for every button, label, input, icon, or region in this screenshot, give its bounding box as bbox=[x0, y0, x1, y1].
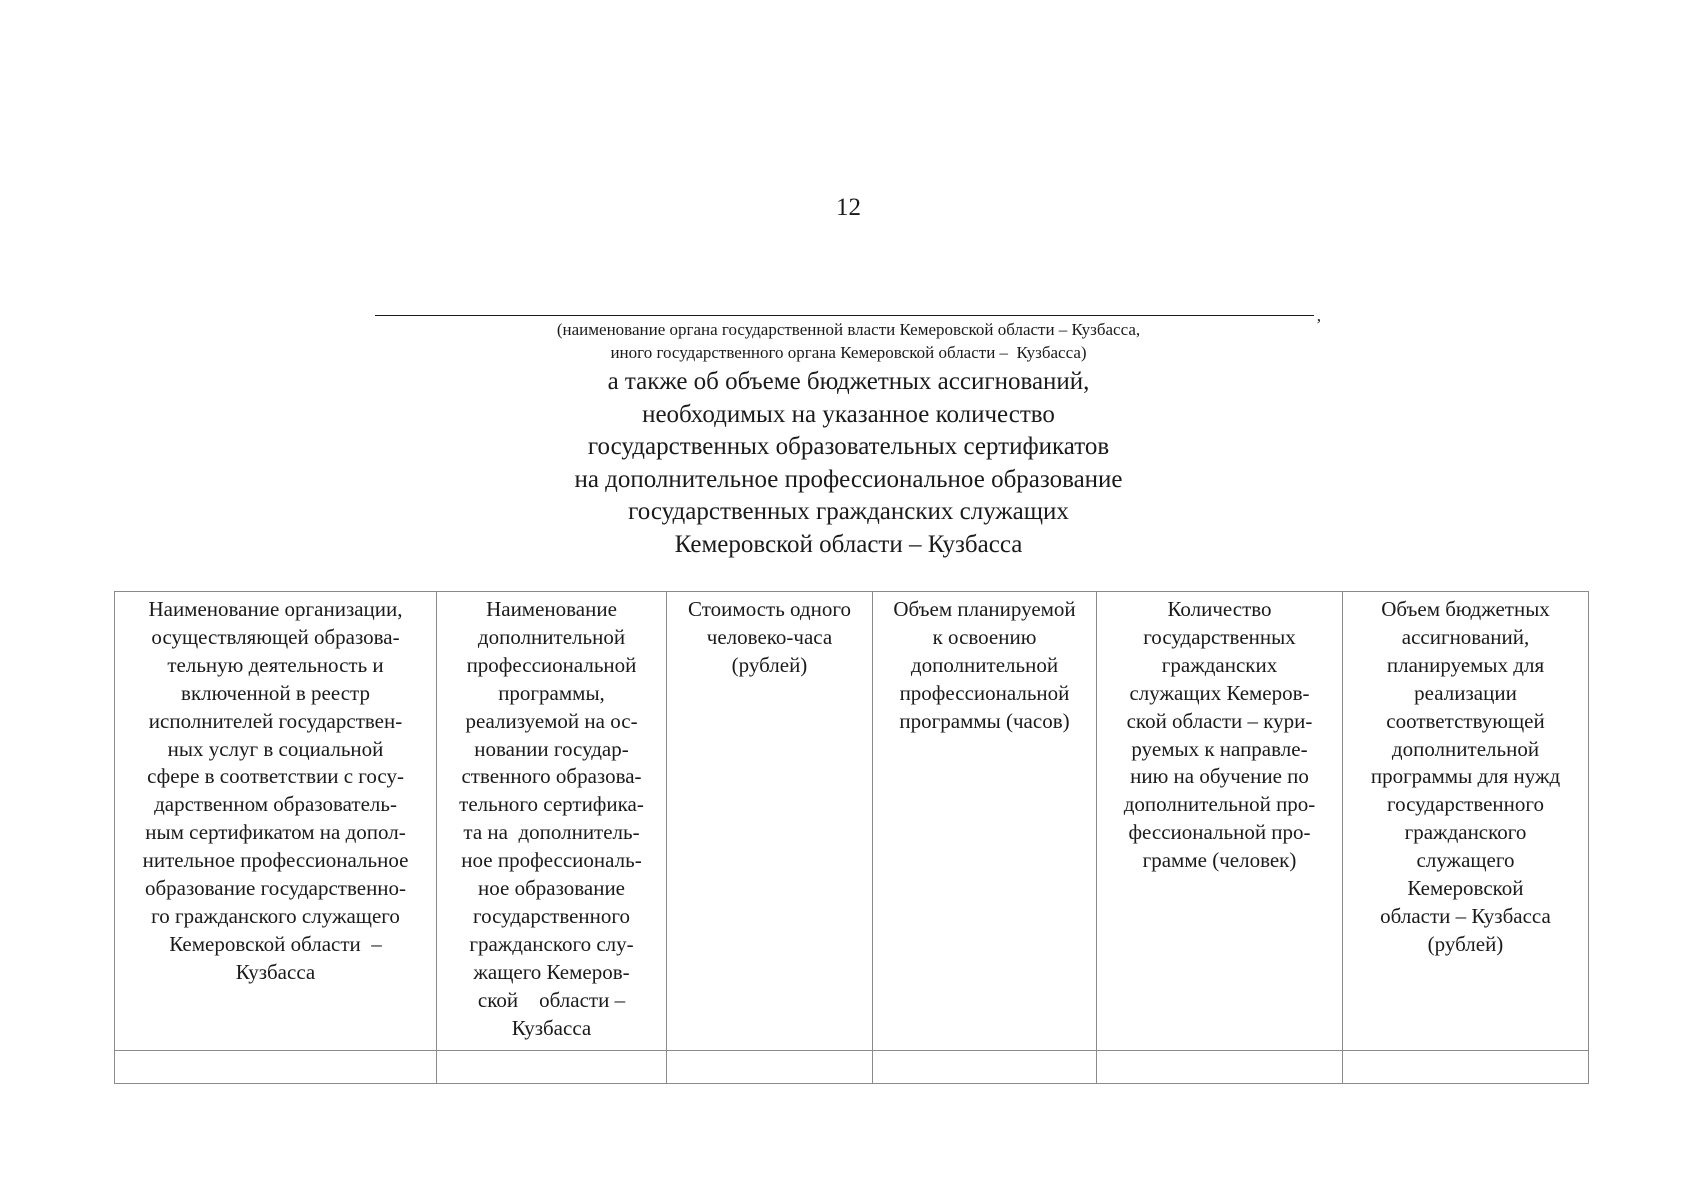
header-line: ассигнований, bbox=[1401, 624, 1530, 649]
header-cell-organization bbox=[115, 592, 437, 1051]
header-line: тельного сертифика- bbox=[459, 792, 644, 817]
header-line: дарственном образователь- bbox=[154, 792, 397, 817]
title-line: Кемеровской области – Кузбасса bbox=[674, 530, 1023, 558]
header-line: ных услуг в социальной bbox=[167, 736, 384, 761]
header-line: дополнительной bbox=[910, 652, 1059, 677]
caption-line: (наименование органа государственной власти Кемеровской области – Кузбасса, bbox=[556, 320, 1141, 339]
header-line: профессиональной bbox=[466, 652, 637, 677]
header-line: (рублей) bbox=[731, 652, 808, 677]
budget-table bbox=[114, 591, 1589, 1084]
title-line: государственных образовательных сертификатов bbox=[587, 433, 1110, 460]
header-line: ской области – кури- bbox=[1126, 708, 1313, 733]
table-cell bbox=[115, 1051, 437, 1084]
header-line: ным сертификатом на допол- bbox=[145, 820, 406, 845]
organization-name-line bbox=[375, 302, 1321, 325]
header-line: тельную деятельность и bbox=[167, 652, 384, 677]
header-cell-employee-count bbox=[1097, 592, 1343, 1051]
header-line: государственного bbox=[1386, 792, 1545, 817]
header-line: Стоимость одного bbox=[688, 597, 851, 621]
header-line: ской области – bbox=[477, 987, 626, 1012]
header-line: нию на обучение по bbox=[1130, 764, 1309, 789]
header-line: соответствующей bbox=[1386, 708, 1545, 733]
header-line: области – Кузбасса bbox=[1380, 903, 1551, 928]
header-line: человеко-часа bbox=[706, 624, 833, 649]
header-line: включенной в реестр bbox=[181, 680, 370, 705]
header-line: образование государственно- bbox=[144, 876, 407, 901]
header-line: служащих Кемеров- bbox=[1129, 680, 1310, 705]
table-cell bbox=[873, 1051, 1097, 1084]
header-line: гражданского bbox=[1404, 820, 1527, 845]
title-line: на дополнительное профессиональное образование bbox=[574, 465, 1123, 493]
header-line: дополнительной bbox=[1391, 736, 1540, 761]
header-line: Наименование bbox=[486, 597, 617, 621]
header-line: Объем планируемой bbox=[893, 597, 1076, 621]
header-line: Кузбасса bbox=[511, 1015, 592, 1040]
header-line: программы для нужд bbox=[1370, 764, 1561, 789]
header-cell-hour-cost bbox=[667, 592, 873, 1051]
header-line: та на дополнитель- bbox=[463, 820, 640, 845]
trailing-comma: , bbox=[1316, 306, 1321, 325]
header-line: реализации bbox=[1414, 680, 1517, 705]
header-line: служащего bbox=[1416, 848, 1515, 873]
header-line: программы (часов) bbox=[899, 708, 1070, 733]
header-line: исполнителей государствен- bbox=[148, 708, 403, 733]
header-line: Кузбасса bbox=[235, 959, 316, 984]
header-line: сфере в соответствии с госу- bbox=[147, 764, 404, 789]
caption-line: иного государственного органа Кемеровской области – Кузбасса) bbox=[610, 343, 1087, 362]
header-cell-program-hours bbox=[873, 592, 1097, 1051]
header-line: Кемеровской bbox=[1407, 876, 1524, 901]
header-line: дополнительной про- bbox=[1123, 792, 1316, 817]
header-line: новании государ- bbox=[474, 736, 629, 761]
header-line: государственного bbox=[472, 903, 631, 928]
table-cell bbox=[667, 1051, 873, 1084]
header-line: Наименование организации, bbox=[148, 597, 403, 621]
title-line: государственных гражданских служащих bbox=[628, 498, 1069, 525]
header-line: дополнительной bbox=[477, 624, 626, 649]
table-header-row bbox=[115, 592, 1589, 1051]
header-line: нительное профессиональное bbox=[142, 848, 409, 873]
header-line: планируемых для bbox=[1386, 652, 1545, 677]
document-title bbox=[0, 366, 1697, 561]
header-line: Количество bbox=[1167, 597, 1272, 621]
header-line: реализуемой на ос- bbox=[465, 708, 638, 733]
header-line: грамме (человек) bbox=[1142, 848, 1297, 873]
header-line: программы, bbox=[498, 680, 605, 705]
header-line: Кемеровской области – bbox=[169, 931, 382, 956]
header-line: осуществляющей образова- bbox=[151, 624, 400, 649]
fill-in-underline bbox=[375, 315, 1314, 316]
header-line: (рублей) bbox=[1427, 931, 1504, 956]
header-cell-budget-allocation bbox=[1343, 592, 1589, 1051]
title-line: а также об объеме бюджетных ассигнований, bbox=[607, 368, 1090, 395]
table-row bbox=[115, 1051, 1589, 1084]
header-line: жащего Кемеров- bbox=[473, 959, 630, 984]
title-line: необходимых на указанное количество bbox=[642, 400, 1055, 428]
header-line: ное образование bbox=[478, 876, 625, 901]
organization-caption bbox=[0, 318, 1697, 364]
header-cell-program-name bbox=[437, 592, 667, 1051]
header-line: гражданского слу- bbox=[469, 931, 634, 956]
header-line: го гражданского служащего bbox=[151, 903, 400, 928]
header-line: государственных bbox=[1143, 624, 1296, 649]
table-cell bbox=[1097, 1051, 1343, 1084]
header-line: гражданских bbox=[1161, 652, 1278, 677]
header-line: фессиональной про- bbox=[1128, 820, 1311, 845]
table-cell bbox=[437, 1051, 667, 1084]
header-line: ное профессиональ- bbox=[461, 848, 642, 873]
table-cell bbox=[1343, 1051, 1589, 1084]
header-line: руемых к направле- bbox=[1131, 736, 1308, 761]
header-line: ственного образова- bbox=[461, 764, 642, 789]
header-line: профессиональной bbox=[899, 680, 1070, 705]
header-line: Объем бюджетных bbox=[1381, 597, 1550, 621]
page-number: 12 bbox=[836, 194, 861, 221]
header-line: к освоению bbox=[932, 624, 1037, 649]
